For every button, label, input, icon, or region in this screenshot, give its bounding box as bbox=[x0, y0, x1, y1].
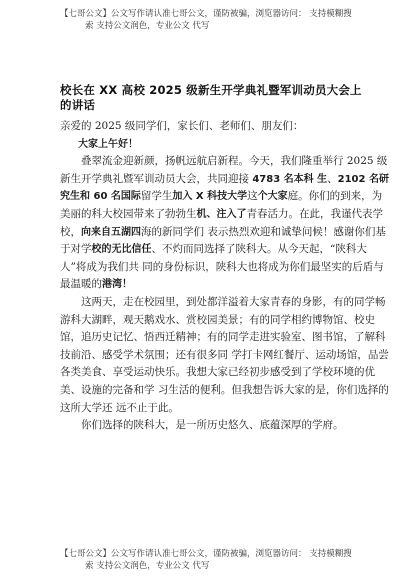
p1-bold: 个大家 bbox=[257, 191, 288, 203]
document-title: 校长在 XX 高校 2025 级新生开学典礼暨军训动员大会上的讲话 bbox=[60, 83, 362, 112]
p1-text: 、不灼而同选择了陕科大。从今天起，“陕科大人”将成为我们共 同的身份标识，陕科大也将成为你们最坚实的后盾与最温暖的 bbox=[60, 243, 384, 291]
paragraph-2: 这两天，走在校园里，到处都洋溢着大家青春的身影，有的同学畅游科大湖畔，观天鹅戏水、赏校园美景；有的同学相约博物馆、校史馆，追历史记忆、悟西迁精神；有的同学走进实验室、图书馆，了解科技前沿、感受学术氛围；还有很多同 学打卡网红餐厅、运动场馆，品尝各类美食、享受运动快乐。我想大家已经初步感受到了学校环境的优美、设施的完备和学 习生活的便利。但我想告诉大家的是，你们选择的这所大学还 远不止于此。 bbox=[60, 295, 389, 414]
p1-bold: 2102 名研究生和 60 名国际 bbox=[60, 173, 389, 203]
p1-text: 庭。你们的到来，为美丽的科大校园带来了勃勃生 bbox=[60, 190, 383, 220]
footer-banner-line1: 【七哥公文】公文写作请认准七哥公文，谨防被骗，浏览器访问： 支持模糊搜 bbox=[60, 549, 352, 559]
p1-text: 海的新同学们 表示热烈欢迎和诚挚问候！感谢你们基于对学 bbox=[60, 225, 386, 256]
header-banner bbox=[60, 8, 390, 32]
paragraph-3: 你们选择的陕科大，是一所历史悠久、底蕴深厚的学府。 bbox=[81, 419, 344, 432]
footer-banner-line2: 索 支持公文润色，专业公文 代写 bbox=[85, 561, 210, 571]
document-body bbox=[60, 118, 390, 435]
paragraph-1 bbox=[60, 153, 390, 294]
p1-text: 叠翠流金迎新颜，扬帆远航启新程。今天，我们隆重举行 2025 级新生开学典礼暨军训动员大会，共同迎接 bbox=[60, 155, 388, 185]
p1-bold: 港湾！ bbox=[102, 279, 132, 291]
p1-bold: 校的无比信任 bbox=[91, 244, 152, 256]
footer-banner bbox=[60, 548, 390, 572]
p1-bold: 加入 X 科技大学 bbox=[172, 191, 248, 203]
salutation: 亲爱的 2025 级同学们，家长们、老师们、朋友们： bbox=[60, 120, 304, 132]
p1-bold: 向来自五湖四 bbox=[81, 226, 141, 238]
greeting: 大家上午好！ bbox=[78, 138, 138, 150]
p1-text: 留学生 bbox=[140, 190, 173, 203]
p1-text: 这 bbox=[247, 190, 258, 203]
p1-text: 青春活力。在此，我谨代表学校， bbox=[60, 207, 383, 238]
header-banner-line2: 索 支持公文润色，专业公文 代写 bbox=[85, 21, 210, 31]
header-banner-line1: 【七哥公文】公文写作请认准七哥公文，谨防被骗，浏览器访问： 支持模糊搜 bbox=[60, 9, 352, 19]
p1-text: 、 bbox=[327, 172, 338, 185]
p1-bold: 机、注入了 bbox=[196, 208, 247, 220]
p1-bold: 4783 名本科 生 bbox=[252, 173, 328, 185]
